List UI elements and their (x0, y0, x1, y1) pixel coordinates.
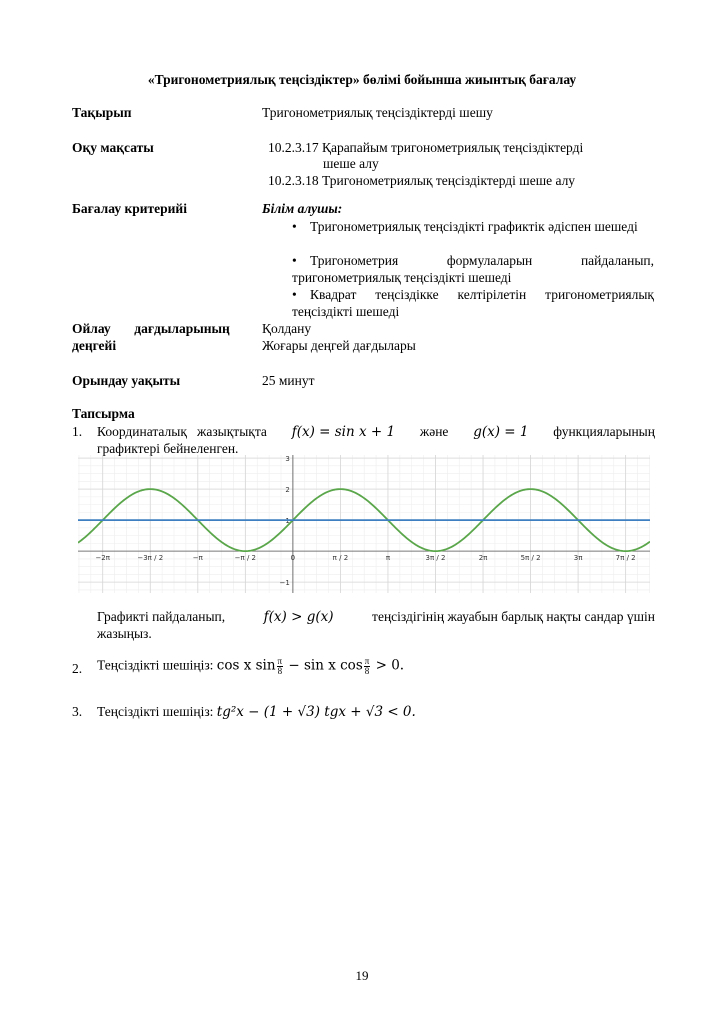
task-heading: Тапсырма (72, 406, 135, 421)
topic-value: Тригонометриялық теңсіздіктерді шешу (262, 105, 493, 120)
x-tick-label: −2π (95, 554, 110, 563)
objective-label: Оқу мақсаты (72, 140, 154, 155)
x-tick-label: 0 (290, 554, 296, 563)
time-value: 25 минут (262, 373, 315, 388)
task-2-expr-b: − sin x cos (284, 657, 363, 674)
pi-over-8-fraction: $\frac{\pi}{8}$ (277, 656, 283, 676)
criteria-label: Бағалау критерийі (72, 201, 187, 216)
x-tick-label: π / 2 (332, 554, 349, 563)
page-number: 19 (355, 968, 369, 983)
task-2-expr-a: cos x sin (216, 657, 276, 674)
y-tick-label: 2 (285, 486, 290, 495)
x-tick-label: −3π / 2 (137, 554, 164, 563)
thinking-value-2: Жоғары деңгей дағдылары (262, 338, 416, 353)
criteria-item-2: • Тригонометрия формулаларын пайдаланып, тригонометриялық теңсіздікті шешеді (292, 253, 654, 285)
task-1-answer-line (97, 609, 655, 625)
thinking-label: Ойлау дағдыларының (72, 321, 230, 336)
x-tick-label: 7π / 2 (615, 554, 636, 563)
topic-label: Тақырып (72, 105, 132, 120)
thinking-label-2: деңгейі (72, 338, 117, 353)
objective-1-cont: шеше алу (323, 156, 379, 171)
g-formula: g(x) = 1 (473, 424, 529, 440)
task-1-text-e: теңсіздігінің жауабын барлық нақты сандар үшін (372, 609, 655, 624)
inequality: f(x) > g(x) (263, 609, 334, 625)
objective-1: 10.2.3.17 Қарапайым тригонометриялық теңсіздіктерді (268, 140, 584, 155)
task-2-number: 2. (72, 661, 83, 676)
task-1-line (97, 424, 655, 440)
task-1-text-d: Графикті пайдаланып, (97, 609, 226, 624)
pi-over-8-fraction-2: $\frac{\pi}{8}$ (364, 656, 370, 676)
task-3-number: 3. (72, 704, 83, 719)
y-tick-label: −1 (279, 579, 290, 588)
task-1-and: және (419, 424, 449, 439)
task-1-number: 1. (72, 424, 83, 439)
criteria-item-3: • Квадрат теңсіздікке келтірілетін тригонометриялық теңсіздікті шешеді (292, 287, 654, 319)
task-2-line (97, 657, 404, 676)
task-3-line (97, 704, 416, 720)
x-tick-label: −π (192, 554, 203, 563)
task-1-text-f: жазыңыз. (97, 626, 152, 641)
x-tick-label: −π / 2 (234, 554, 257, 563)
page-title: «Тригонометриялық теңсіздіктер» бөлімі бойынша жиынтық бағалау (147, 72, 577, 87)
f-formula: f(x) = sin x + 1 (291, 424, 396, 440)
x-tick-label: 2π (478, 554, 488, 563)
x-tick-label: π (385, 554, 391, 563)
function-graph (78, 455, 650, 593)
task-2-expr-c: > 0. (371, 657, 405, 674)
time-label: Орындау уақыты (72, 373, 181, 388)
task-3-expr: tg²x − (1 + √3) tgx + √3 < 0. (216, 704, 416, 720)
x-tick-label: 5π / 2 (520, 554, 541, 563)
criteria-intro: Білім алушы: (262, 201, 343, 216)
task-2-text: Теңсіздікті шешіңіз: (97, 657, 214, 673)
y-tick-label: 1 (285, 517, 290, 526)
thinking-value-1: Қолдану (262, 321, 312, 336)
x-tick-label: 3π / 2 (425, 554, 446, 563)
task-1-text-a: Координаталық жазықтықта (97, 424, 267, 439)
y-tick-label: 3 (285, 455, 290, 464)
x-tick-label: 3π (573, 554, 583, 563)
criteria-item-1: • Тригонометриялық теңсіздікті графиктік әдіспен шешеді (292, 219, 638, 234)
objective-2: 10.2.3.18 Тригонометриялық теңсіздіктерді шеше алу (268, 173, 576, 188)
task-3-text: Теңсіздікті шешіңіз: (97, 704, 214, 719)
task-1-text-c: графиктері бейнеленген. (97, 441, 239, 456)
task-1-text-b: функцияларының (553, 424, 655, 439)
